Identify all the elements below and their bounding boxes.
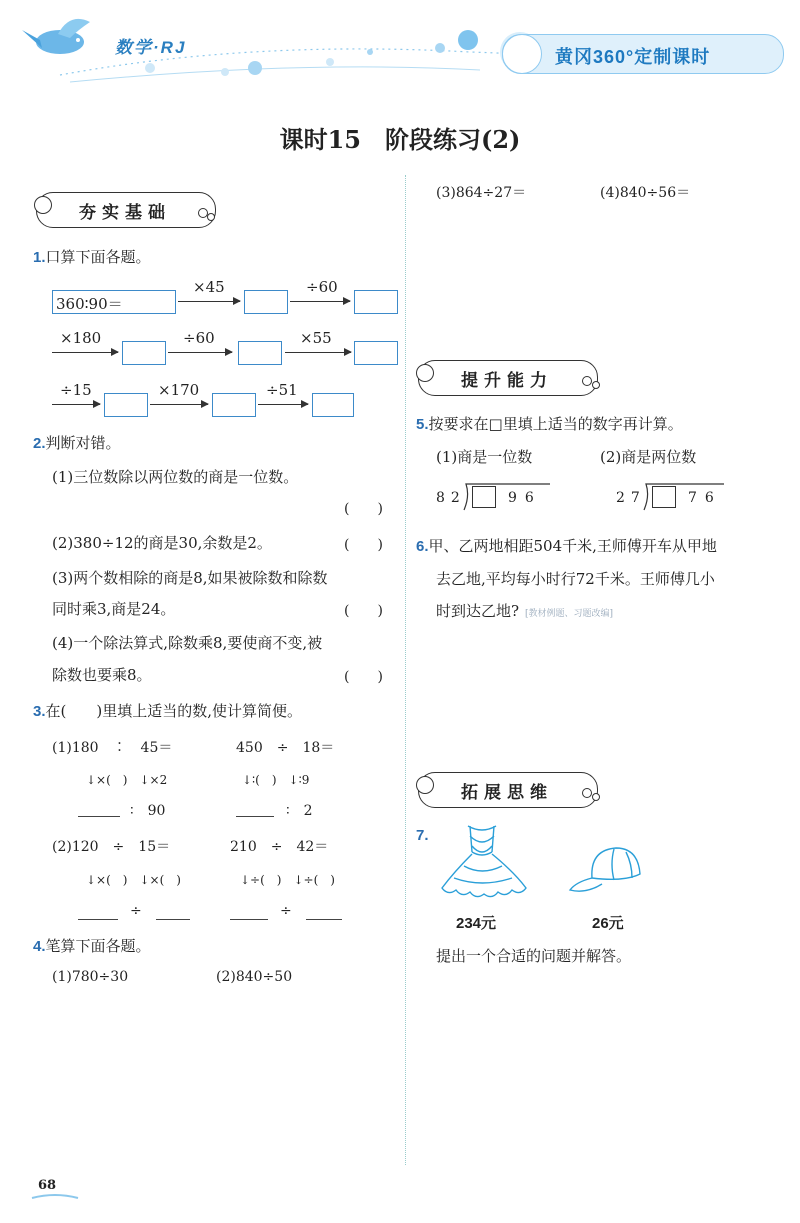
q5-digit-box[interactable] bbox=[472, 486, 496, 508]
q2-item: 除数也要乘8。 bbox=[52, 666, 152, 684]
q2-item: (2)380÷12的商是30,余数是2。 bbox=[52, 534, 272, 552]
arrow bbox=[285, 352, 351, 353]
series-title: 黄冈360°定制课时 bbox=[555, 47, 711, 67]
q1-answer-box[interactable] bbox=[212, 393, 256, 417]
q1-op: ÷15 bbox=[60, 381, 92, 399]
banner-circle bbox=[502, 34, 542, 74]
arrow bbox=[178, 301, 240, 302]
q5-text: 按要求在□里填上适当的数字再计算。 bbox=[428, 415, 683, 433]
q3-expr: ∶ 2 bbox=[286, 803, 313, 819]
dress-icon bbox=[434, 822, 534, 908]
q6-note: [教材例题、习题改编] bbox=[525, 609, 614, 619]
section-bubble bbox=[416, 776, 434, 794]
section-header-extend bbox=[418, 772, 598, 808]
column-divider bbox=[405, 175, 406, 1165]
section-bubble bbox=[582, 376, 592, 386]
section-header-improve bbox=[418, 360, 598, 396]
cap-icon bbox=[566, 844, 646, 898]
q5-number: 5. bbox=[416, 416, 429, 433]
q3-step: ↓×( ) ↓×2 bbox=[86, 773, 168, 787]
page-title: 课时15 阶段练习(2) bbox=[279, 125, 521, 154]
footer-swoosh bbox=[30, 1192, 80, 1202]
q3-blank[interactable] bbox=[78, 815, 120, 817]
bird-icon bbox=[22, 19, 90, 54]
q6-line: 去乙地,平均每小时行72千米。王师傅几小 bbox=[436, 570, 715, 588]
q3-expr: (1)180 ∶ 45＝ bbox=[52, 740, 173, 756]
q2-item: (3)两个数相除的商是8,如果被除数和除数 bbox=[52, 569, 328, 587]
arrow bbox=[258, 404, 308, 405]
q3-blank[interactable] bbox=[78, 918, 118, 920]
q3-blank[interactable] bbox=[230, 918, 268, 920]
q2-text: 判断对错。 bbox=[45, 434, 121, 452]
q4-problem: (2)840÷50 bbox=[216, 969, 293, 985]
q3-step: ↓÷( ) ↓÷( ) bbox=[240, 873, 335, 887]
arrow bbox=[290, 301, 350, 302]
section-bubble bbox=[207, 213, 215, 221]
q1-answer-box[interactable] bbox=[244, 290, 288, 314]
q1-start: 360∶90＝ bbox=[56, 295, 123, 313]
section-bubble bbox=[416, 364, 434, 382]
q2-item: 同时乘3,商是24。 bbox=[52, 600, 176, 618]
q5-digit-box[interactable] bbox=[652, 486, 676, 508]
q2-answer-paren[interactable]: ( ) bbox=[344, 603, 383, 619]
section-title: 拓展思维 bbox=[461, 783, 553, 802]
q4-problem: (3)864÷27＝ bbox=[436, 185, 527, 201]
q6-line: 时到达乙地? bbox=[436, 602, 520, 620]
arrow bbox=[52, 404, 100, 405]
q1-answer-box[interactable] bbox=[122, 341, 166, 365]
q1-answer-box[interactable] bbox=[104, 393, 148, 417]
section-bubble bbox=[582, 788, 592, 798]
page-number: 68 bbox=[38, 1178, 57, 1193]
q3-step: ↓×( ) ↓×( ) bbox=[86, 873, 181, 887]
q1-answer-box[interactable] bbox=[312, 393, 354, 417]
q6-number: 6. bbox=[416, 538, 429, 555]
arrow bbox=[168, 352, 232, 353]
arrow bbox=[52, 352, 118, 353]
q3-expr: 210 ÷ 42＝ bbox=[230, 839, 329, 855]
q1-op: ÷60 bbox=[183, 329, 215, 347]
subject-label: 数学·RJ bbox=[115, 38, 187, 57]
dress-price: 234元 bbox=[456, 915, 497, 932]
q5-condition: (1)商是一位数 bbox=[436, 448, 533, 466]
q1-op: ÷60 bbox=[306, 278, 338, 296]
section-title: 夯实基础 bbox=[79, 203, 171, 222]
q5-divisor: 82 bbox=[436, 490, 466, 506]
q4-number: 4. bbox=[33, 938, 46, 955]
q2-number: 2. bbox=[33, 435, 46, 452]
q3-expr: ∶ 90 bbox=[130, 803, 166, 819]
q2-answer-paren[interactable]: ( ) bbox=[344, 669, 383, 685]
q1-text: 口算下面各题。 bbox=[45, 248, 151, 266]
q7-number: 7. bbox=[416, 827, 429, 844]
q1-op: ×45 bbox=[193, 278, 225, 296]
section-header-basics bbox=[36, 192, 216, 228]
q1-op: ×170 bbox=[158, 381, 200, 399]
q1-op: ×55 bbox=[300, 329, 332, 347]
q1-answer-box[interactable] bbox=[354, 341, 398, 365]
q2-item: (1)三位数除以两位数的商是一位数。 bbox=[52, 468, 299, 486]
q7-text: 提出一个合适的问题并解答。 bbox=[436, 947, 632, 965]
q3-blank[interactable] bbox=[306, 918, 342, 920]
q2-item: (4)一个除法算式,除数乘8,要使商不变,被 bbox=[52, 634, 323, 652]
q4-problem: (4)840÷56＝ bbox=[600, 185, 691, 201]
q3-number: 3. bbox=[33, 703, 46, 720]
q4-text: 笔算下面各题。 bbox=[45, 937, 151, 955]
q1-answer-box[interactable] bbox=[354, 290, 398, 314]
q4-problem: (1)780÷30 bbox=[52, 969, 129, 985]
q2-answer-paren[interactable]: ( ) bbox=[344, 501, 383, 517]
section-bubble bbox=[592, 793, 600, 801]
q1-op: ×180 bbox=[60, 329, 102, 347]
q3-text: 在( )里填上适当的数,使计算简便。 bbox=[45, 702, 302, 720]
section-title: 提升能力 bbox=[461, 371, 553, 390]
q1-answer-box[interactable] bbox=[238, 341, 282, 365]
q6-line: 甲、乙两地相距504千米,王师傅开车从甲地 bbox=[428, 537, 717, 555]
q5-divisor: 27 bbox=[616, 490, 646, 506]
q5-condition: (2)商是两位数 bbox=[600, 448, 697, 466]
section-bubble bbox=[34, 196, 52, 214]
q1-op: ÷51 bbox=[266, 381, 298, 399]
q5-dividend: 76 bbox=[688, 490, 722, 506]
cap-price: 26元 bbox=[592, 915, 624, 932]
q3-blank[interactable] bbox=[236, 815, 274, 817]
q3-step: ↓∶( ) ↓∶9 bbox=[242, 773, 310, 787]
section-bubble bbox=[592, 381, 600, 389]
q3-expr: (2)120 ÷ 15＝ bbox=[52, 839, 171, 855]
q3-blank[interactable] bbox=[156, 918, 190, 920]
q5-dividend: 96 bbox=[508, 490, 542, 506]
q3-expr: ÷ bbox=[130, 903, 142, 919]
q2-answer-paren[interactable]: ( ) bbox=[344, 537, 383, 553]
arrow bbox=[150, 404, 208, 405]
q3-expr: ÷ bbox=[280, 903, 292, 919]
q1-number: 1. bbox=[33, 249, 46, 266]
q3-expr: 450 ÷ 18＝ bbox=[236, 740, 335, 756]
